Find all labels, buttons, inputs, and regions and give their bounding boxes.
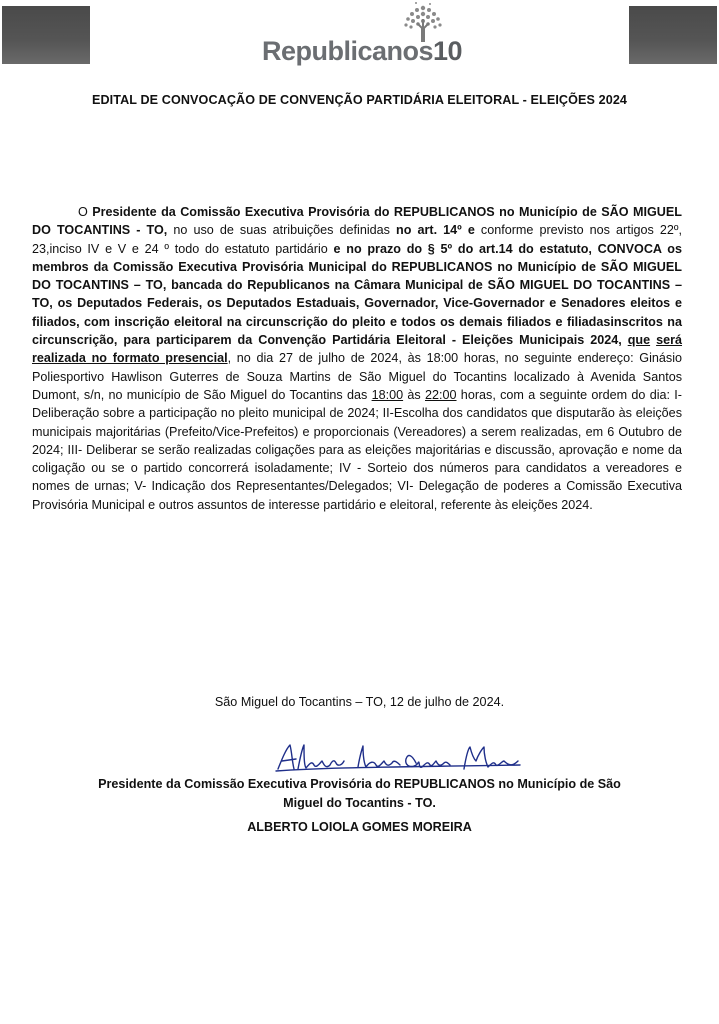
body-text-segment: e no prazo do § 5º do art.14 do estatuto, CONVOCA os membros da Comissão Executiva Provisória Municipal do REPUBLICANOS no Município de SÃO MIGUEL DO TOCANTINS – TO, bancada do Republicanos na Câmara Municipal de SÃO MIGUEL DO TOCANTINS – TO, os Deputados Federais, os Deputados Estaduais, Governador, Vice-Governador e Senadores eleitos e filiados, com inscrição eleitoral na circunscrição do pleito e todos os demais filiados e filiadasinscritos na circunscrição, para participarem da Convenção Partidária Eleitoral - Eleições Municipais 2024,: [32, 241, 682, 348]
signer-name: ALBERTO LOIOLA GOMES MOREIRA: [247, 820, 472, 834]
body-text-segment: O: [78, 205, 93, 219]
body-text-segment: 18:00: [371, 387, 404, 402]
body-text-segment: Presidente da Comissão Executiva Provisória do REPUBLICANOS no Município de SÃO MIGUEL DO TOCANTINS - TO,: [32, 205, 682, 238]
body-text-segment: será realizada no formato presencial: [32, 333, 683, 366]
logo-number: 10: [433, 36, 463, 66]
body-text-segment: às: [403, 387, 425, 402]
body-text-segment: no art. 14º e: [396, 223, 475, 238]
body-text-segment: conforme previsto nos artigos 22º, 23,inciso IV e V e 24 º todo do estatuto partidário: [32, 223, 682, 256]
body-paragraph: [32, 203, 682, 514]
signer-role: [0, 775, 719, 813]
scan-mark-left: [2, 6, 90, 64]
place-and-date: São Miguel do Tocantins – TO, 12 de julho de 2024.: [214, 695, 505, 709]
body-text-segment: no uso de suas atribuições definidas: [167, 223, 397, 238]
logo-text: Republicanos: [262, 36, 434, 66]
body-text-segment: , no dia 27 de julho de 2024, às 18:00 horas, no seguinte endereço: Ginásio Poliesportivo Hawlison Guterres de Souza Martins de São Miguel do Tocantins localizado à Avenida Santos Dumont, s/n, no município de São Miguel do Tocantins das: [32, 351, 682, 402]
body-text-segment: horas, com a seguinte ordem do dia: I-Deliberação sobre a participação no pleito municipal de 2024; II-Escolha dos candidatos que disputarão às eleições municipais majoritárias (Prefeito/Vice-Prefeitos) e proporcionais (Vereadores) a serem realizadas, em 6 Outubro de 2024; III- Deliberar se serão realizadas coligações para as eleições majoritárias e discussão, aprovação e nome da coligação ou se o partido concorrerá isoladamente; IV - Sorteio dos números para candidatos a vereadores e nomes de urnas; V- Indicação dos Representantes/Delegados; VI- Delegação de poderes a Comissão Executiva Provisória Municipal e outros assuntos de interesse partidário e eleitoral, referente às eleições 2024.: [32, 387, 683, 512]
body-text-segment: 22:00: [425, 387, 457, 402]
handwritten-signature: [268, 741, 528, 775]
signer-role-line1: Presidente da Comissão Executiva Provisória do REPUBLICANOS no Município de São: [98, 777, 621, 791]
logo-wordmark: [262, 36, 462, 67]
scan-mark-right: [629, 6, 717, 64]
document-heading: EDITAL DE CONVOCAÇÃO DE CONVENÇÃO PARTIDÁRIA ELEITORAL - ELEIÇÕES 2024: [91, 93, 628, 107]
signer-role-line2: Miguel do Tocantins - TO.: [283, 796, 436, 810]
body-text-segment: que: [627, 333, 651, 348]
party-logo: [262, 0, 462, 72]
